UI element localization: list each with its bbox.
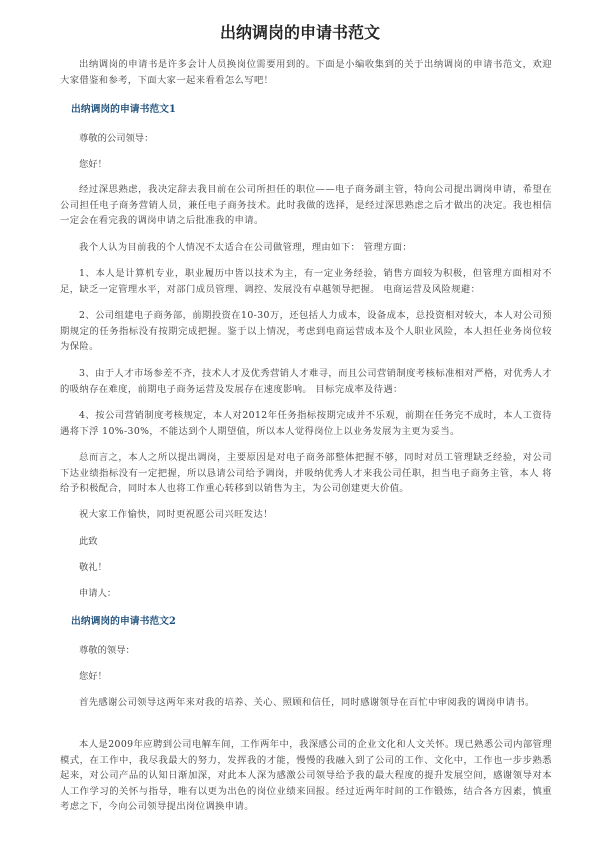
sample-2-paragraph-1: 首先感谢公司领导这两年来对我的培养、关心、照顾和信任，同时感谢领导在百忙中审阅我的调岗申请书。 xyxy=(79,697,535,708)
sample-2-paragraph-2: 本人是2009年应聘到公司电解车间，工作两年中，我深感公司的企业文化和人文关怀。现已熟悉公司内部管理模式，在工作中，我尽我最大的努力，发挥我的才能，慢慢的我融入到了公司的工作、文化中，工作也一步步熟悉起来，对公司产品的认知日渐加深，对此本人深为感激公司领导给予我的最大程度的提升发展空间，感谢领导对本人工作学习的关怀与指导，唯有以更为出色的岗位业绩来回报。经过近两年时间的工作锻炼，结合各方因素，慎重考虑之下，今向公司领导提出岗位调换申请。 xyxy=(60,739,552,812)
sample-1-paragraph-1: 经过深思熟虑，我决定辞去我目前在公司所担任的职位——电子商务副主管，特向公司提出调岗申请，希望在公司担任电子商务营销人员，兼任电子商务技术。此时我做的选择，是经过深思熟虑之后才做出的决定。我也相信一定会在看完我的调岗申请之后批准我的申请。 xyxy=(60,184,552,226)
sample-1-paragraph-6: 4、按公司营销制度考核规定，本人对2012年任务指标按期完成并不乐观，前期在任务完不成时，本人工资待遇将下浮 10%-30%，不能达到个人期望值，所以本人觉得岗位上以业务发展为主更为妥当。 xyxy=(60,410,552,437)
sample-1-closing-1: 此致 xyxy=(79,536,98,547)
sample-1-greeting: 您好！ xyxy=(79,159,107,170)
sample-1-paragraph-8: 祝大家工作愉快，同时更祝愿公司兴旺发达！ xyxy=(79,509,273,520)
sample-1-heading: 出纳调岗的申请书范文1 xyxy=(71,104,176,115)
sample-1-paragraph-7: 总而言之，本人之所以提出调岗，主要原因是对电子商务部整体把握不够，同时对员工管理缺乏经验，对公司下达业绩指标没有一定把握，所以恳请公司给予调岗，并吸纳优秀人才来我公司任职，担当电子商务主管，本人 将给予积极配合，同时本人也将工作重心转移到以销售为主，为公司创建更大价值。 xyxy=(60,452,552,494)
intro-paragraph: 出纳调岗的申请书是许多会计人员换岗位需要用到的。下面是小编收集到的关于出纳调岗的申请书范文，欢迎大家借鉴和参考，下面大家一起来看看怎么写吧！ xyxy=(60,59,552,86)
sample-1-paragraph-5: 3、由于人才市场参差不齐，技术人才及优秀营销人才难寻，而且公司营销制度考核标准相对严格，对优秀人才的吸纳存在难度，前期电子商务运营及发展存在速度影响。 目标完成率及待遇： xyxy=(60,368,552,395)
sample-1-paragraph-3: 1、本人是计算机专业，职业履历中皆以技术为主，有一定业务经验，销售方面较为积极，但管理方面相对不足，缺乏一定管理水平，对部门成员管理、调控、发展没有卓越领导把握。 电商运营及风险规避： xyxy=(60,268,552,295)
sample-2-salutation: 尊敬的领导： xyxy=(79,645,135,656)
sample-1-paragraph-4: 2、公司组建电子商务部，前期投资在10-30万，还包括人力成本，设备成本，总投资相对较大，本人对公司预期规定的任务指标没有按期完成把握。鉴于以上情况，考虑到电商运营成本及个人职业风险，本人担任业务岗位较为保险。 xyxy=(60,310,552,352)
sample-1-signature: 申请人： xyxy=(79,588,117,599)
sample-2-greeting: 您好！ xyxy=(79,671,107,682)
document-title: 出纳调岗的申请书范文 xyxy=(219,23,380,42)
sample-2-heading: 出纳调岗的申请书范文2 xyxy=(71,616,176,627)
sample-1-closing-2: 敬礼！ xyxy=(79,562,107,573)
sample-1-salutation: 尊敬的公司领导： xyxy=(79,133,154,144)
sample-1-paragraph-2: 我个人认为目前我的个人情况不太适合在公司做管理，理由如下： 管理方面： xyxy=(79,242,413,253)
